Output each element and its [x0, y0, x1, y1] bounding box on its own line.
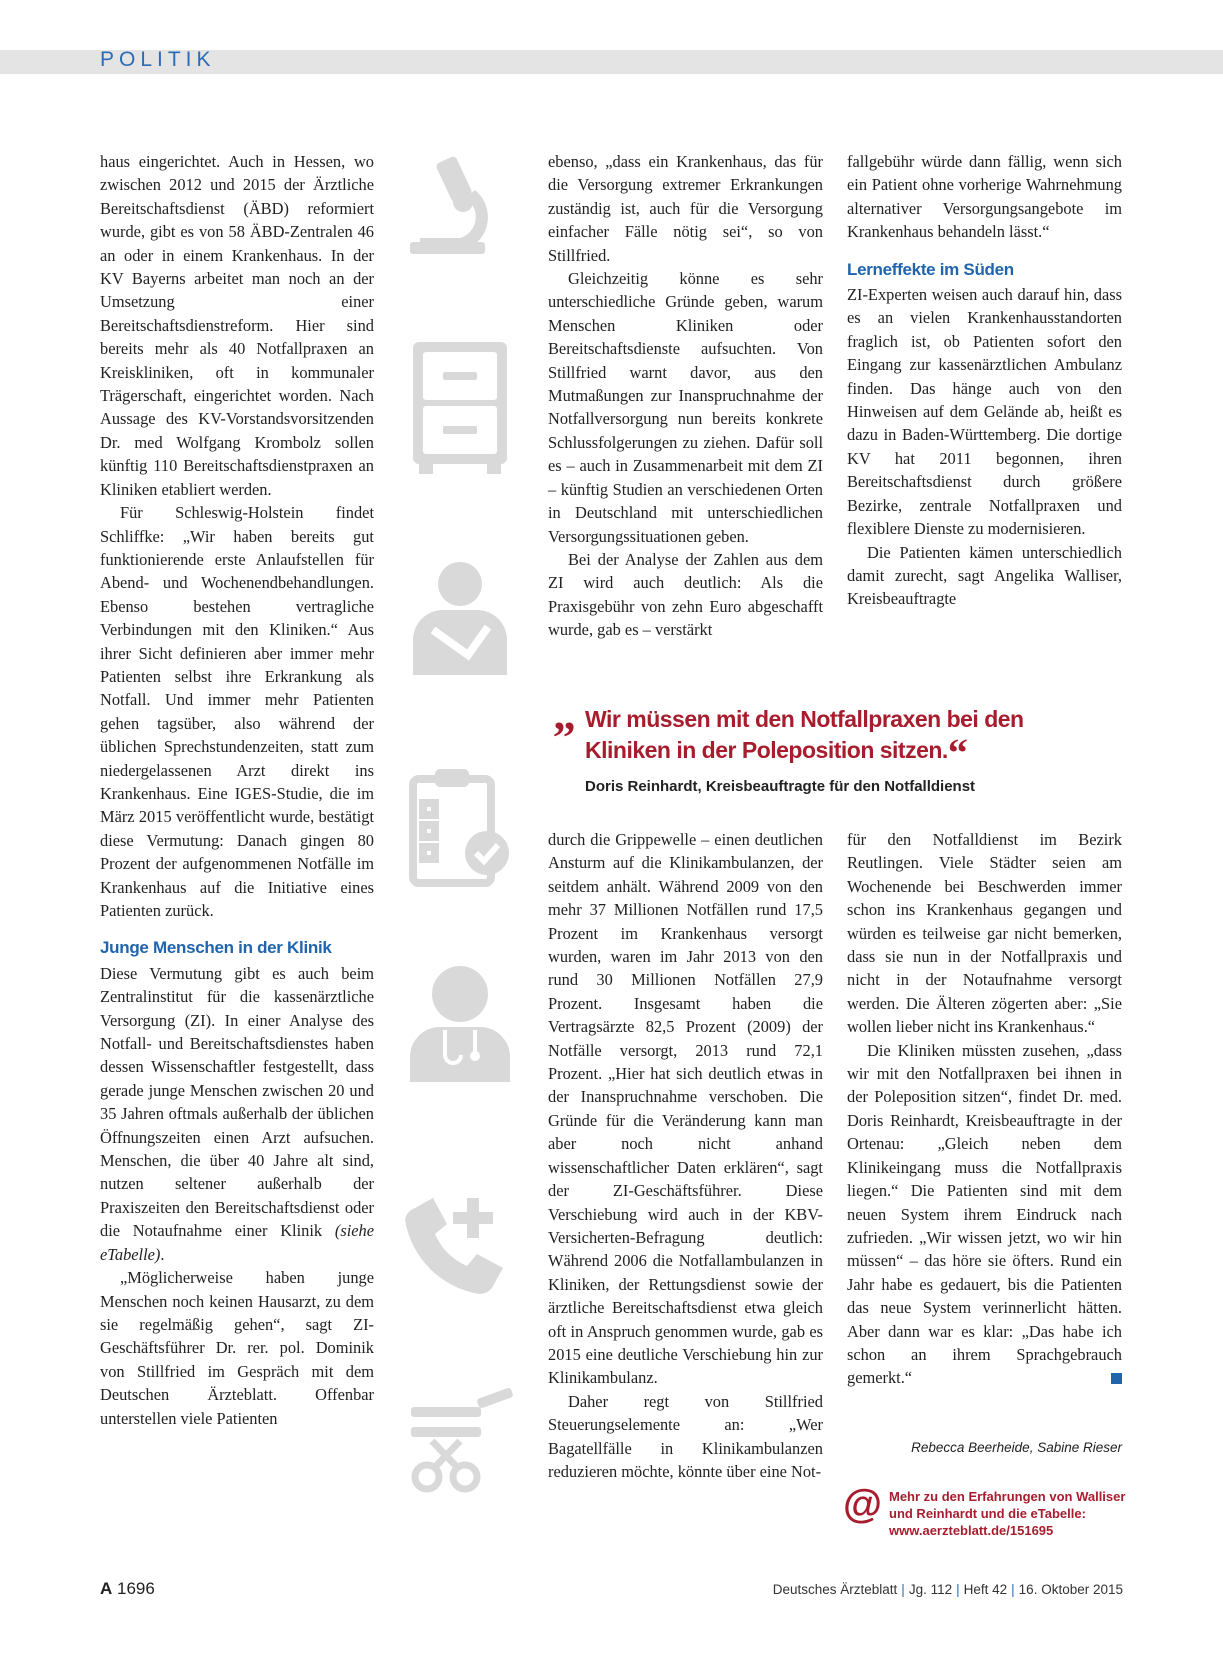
paragraph: fallgebühr würde dann fällig, wenn sich ein Patient ohne vorherige Wahrnehmung alternativer Versorgungsangebote im Krankenhaus behandeln lässt.“	[847, 152, 1122, 242]
patient-sling-icon	[405, 560, 515, 680]
clipboard-check-icon	[405, 765, 515, 890]
pull-quote	[553, 688, 1113, 795]
journal-name: Deutsches Ärzteblatt	[772, 1582, 898, 1597]
end-mark	[1111, 1373, 1122, 1384]
cabinet-icon	[405, 340, 515, 475]
journal-issue: Heft 42	[963, 1582, 1008, 1597]
paragraph: ebenso, „dass ein Krankenhaus, das für die Versorgung extremer Erkrankungen zuständig ist, auch für die Versorgung einfacher Fälle nötig sei“, so von Stillfried.	[548, 152, 823, 265]
paragraph: Die Kliniken müssten zusehen, „dass wir mit den Notfallpraxen bei ihnen in der Poleposition sitzen“, findet Dr. med. Doris Reinhardt, Kreisbeauftragte in der Ortenau: „Gleich neben dem Klinikeingang muss die Notfallpraxis liegen.“ Die Patienten sind mit dem neuen System ihrem Eindruck nach zufrieden. „Wir wissen jetzt, wo wir hin müssen“ – das höre sie öfters. Rund ein Jahr habe es gedauert, bis die Patienten das neue System verinnerlicht hätten. Aber dann war es klar: „Das habe ich schon an ihrem Sprachgebrauch gemerkt.“	[847, 1040, 1122, 1388]
paragraph: ZI-Experten weisen auch darauf hin, dass es an vielen Krankenhausstandorten fraglich ist, ob Patienten sofort den Eingang zur kassenärztlichen Ambulanz finden. Das hänge auch von den Hinweisen auf dem Gelände ab, heißt es dazu in Baden-Württemberg. Die dortige KV hat 2011 begonnen, ihren Bereitschaftsdienst durch größere Bezirke, zentrale Notfallpraxen und flexiblere Dienste zu modernisieren.	[847, 285, 1122, 539]
paragraph: Gleichzeitig könne es sehr unterschiedliche Gründe geben, warum Menschen Kliniken oder Bereitschaftsdienste aufsuchten. Von Stillfried warnt davor, aus den Mutmaßungen zur Inanspruchnahme der Notfallversorgung nun bereits konkrete Schlussfolgerungen zu ziehen. Dafür soll es – auch in Zusammenarbeit mit dem ZI – künftig Studien an verschiedenen Orten in Deutschland mit unterschiedlichen Versorgungssituationen geben.	[548, 269, 823, 546]
footer-meta: Deutsches Ärzteblatt | Jg. 112 | Heft 42 | 16. Oktober 2015	[772, 1582, 1123, 1597]
quote-open-mark: „	[553, 688, 576, 739]
phone-plus-icon	[405, 1188, 515, 1303]
etabelle-reference: (siehe eTabelle)	[100, 1221, 374, 1264]
online-more-box	[843, 1482, 1133, 1539]
column-2	[548, 150, 823, 642]
paragraph: für den Notfalldienst im Bezirk Reutlingen. Viele Städter seien am Wochenende bei Beschwerden immer schon ins Krankenhaus gegangen und würden es teilweise gar nicht bemerken, dass sie nun in der Notfallpraxis und nicht in der Notaufnahme versorgt werden. Die Älteren zögerten aber: „Sie wollen lieber nicht ins Krankenhaus.“	[847, 830, 1122, 1037]
section-label: POLITIK	[100, 48, 216, 71]
paragraph: Bei der Analyse der Zahlen aus dem ZI wird auch deutlich: Als die Praxisgebühr von zehn Euro abgeschafft wurde, gab es – verstärkt	[548, 549, 823, 640]
doctor-icon	[405, 960, 515, 1085]
pull-quote-author: Doris Reinhardt, Kreisbeauftragte für den Notfalldienst	[585, 778, 976, 795]
column-2-lower	[548, 828, 823, 1483]
microscope-icon	[405, 150, 515, 260]
paragraph: Daher regt von Stillfried Steuerungselemente an: „Wer Bagatellfälle in Klinikambulanzen reduzieren möchte, könnte über eine Not-	[548, 1391, 823, 1481]
paragraph: haus eingerichtet. Auch in Hessen, wo zwischen 2012 und 2015 der Ärztliche Bereitschaftsdienst (ÄBD) reformiert wurde, gibt es von 58 ÄBD-Zentralen 46 an oder in einem Krankenhaus. In der KV Bayerns arbeitet man noch an der Umsetzung einer Bereitschaftsdienstreform. Hier sind bereits mehr als 40 Notfallpraxen an Kreiskliniken, oft in kommunaler Trägerschaft, eingerichtet worden. Nach Aussage des KV-Vorstandsvorsitzenden Dr. med Wolfgang Krombolz sollen künftig 110 Bereitschaftsdienstpraxen an Kliniken etabliert werden.	[100, 152, 374, 499]
subheading: Junge Menschen in der Klinik	[100, 938, 332, 958]
more-link[interactable]: www.aerzteblatt.de/151695	[889, 1523, 1054, 1538]
journal-volume: Jg. 112	[908, 1582, 953, 1597]
article-byline: Rebecca Beerheide, Sabine Rieser	[911, 1440, 1122, 1455]
paragraph: Diese Vermutung gibt es auch beim Zentralinstitut für die kassenärztliche Versorgung (ZI). In einer Analyse des Notfall- und Bereitschaftsdienstes haben dessen Wissenschaftler festgestellt, dass gerade junge Menschen zwischen 20 und 35 Jahren oftmals außerhalb der üblichen Öffnungszeiten einen Arzt aufsuchen. Menschen, die über 40 Jahre alt sind, nutzen seltener außerhalb der Praxiszeiten den Bereitschaftsdienst oder die Notaufnahme einer Klinik (siehe eTabelle).	[100, 963, 374, 1264]
subheading: Lerneffekte im Süden	[847, 259, 1014, 279]
paragraph: Die Patienten kämen unterschiedlich damit zurecht, sagt Angelika Walliser, Kreisbeauftragte	[847, 542, 1122, 609]
column-3-lower	[847, 828, 1122, 1390]
paragraph: durch die Grippewelle – einen deutlichen Ansturm auf die Klinikambulanzen, der seitdem anhält. Während 2009 von den mehr 37 Millionen Notfällen rund 17,5 Prozent im Krankenhaus versorgt wurden, waren im Jahr 2013 von den rund 30 Millionen Notfällen 27,9 Prozent. Insgesamt haben die Vertragsärzte 82,5 Prozent (2009) der Notfälle versorgt, 2013 rund 72,1 Prozent. „Hier hat sich deutlich etwas in der Inanspruchnahme verschoben. Die Gründe für die Veränderung kann man aber noch nicht anhand wissenschaftlicher Daten erklären“, sagt der ZI-Geschäftsführer. Diese Verschiebung wird auch in der KBV-Versicherten-Befragung deutlich: Während 2006 die Notfallambulanzen in Kliniken, der Rettungsdienst sowie der ärztliche Bereitschaftsdienst etwa gleich oft in Anspruch genommen wurde, gab es 2015 eine deutliche Verschiebung hin zur Klinikambulanz.	[548, 830, 823, 1388]
journal-date: 16. Oktober 2015	[1018, 1582, 1123, 1597]
quote-close-mark: “	[947, 730, 968, 775]
pull-quote-text: „ Wir müssen mit den Notfallpraxen bei den Kliniken in der Poleposition sitzen.“	[553, 688, 1024, 775]
paragraph: Für Schleswig-Holstein findet Schliffke: „Wir haben bereits gut funktionierende erste Anlaufstellen für Abend- und Wochenendbehandlungen. Ebenso bestehen vertragliche Verbindungen mit den Kliniken.“ Aus ihrer Sicht definieren aber immer mehr Patienten selbst ihre Erkrankung als Notfall. Und immer mehr Patienten gehen tagsüber, also während der üblichen Sprechstundenzeiten, statt zum niedergelassenen Arzt direkt ins Krankenhaus. Eine IGES-Studie, die im März 2015 veröffentlicht wurde, bestätigt diese Vermutung: Danach gingen 80 Prozent der aufgenommenen Notfälle im Krankenhaus auf die Initiative eines Patienten zurück.	[100, 503, 374, 920]
column-1	[100, 150, 374, 1430]
column-3	[847, 150, 1122, 611]
stretcher-scissors-icon	[405, 1385, 515, 1500]
page-number: A 1696	[100, 1579, 155, 1598]
at-icon: @	[843, 1482, 883, 1526]
paragraph: „Möglicherweise haben junge Menschen noch keinen Hausarzt, zu dem sie regelmäßig gehen“, sagt ZI-Geschäftsführer Dr. rer. pol. Dominik von Stillfried im Gespräch mit dem Deutschen Ärzteblatt. Offenbar unterstellen viele Patienten	[100, 1268, 374, 1428]
more-text: Mehr zu den Erfahrungen von Walliser und Reinhardt und die eTabelle: www.aerzteblatt.de/151695	[889, 1489, 1126, 1538]
